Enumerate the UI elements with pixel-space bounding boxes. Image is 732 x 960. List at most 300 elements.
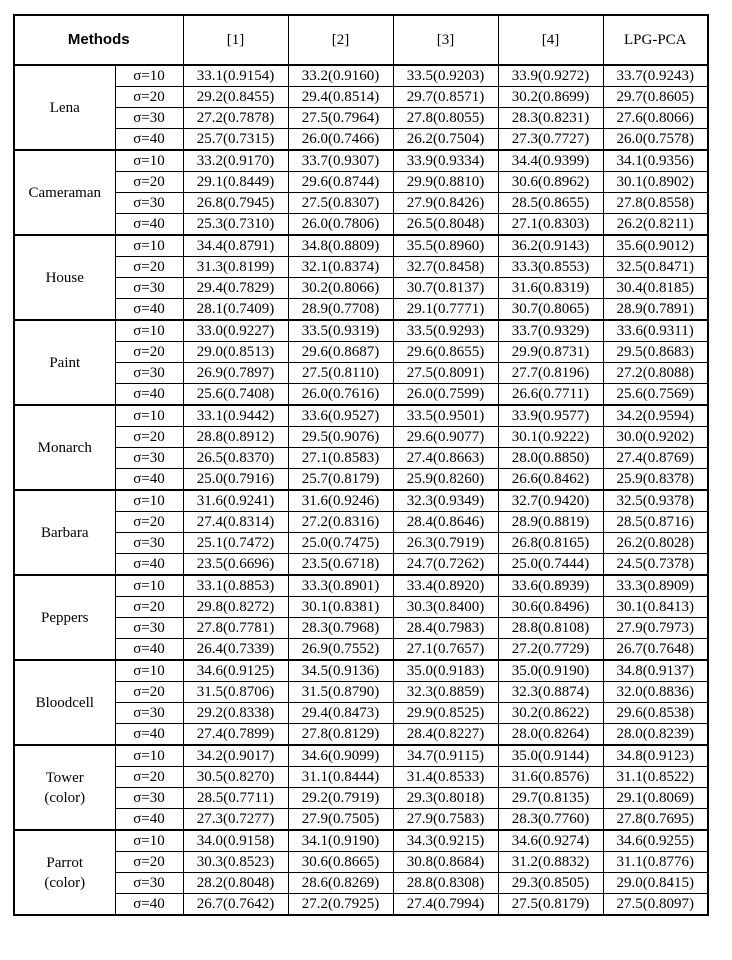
sigma-cell: σ=30: [115, 448, 183, 469]
value-cell: 25.6(0.7408): [183, 384, 288, 406]
sigma-cell: σ=20: [115, 512, 183, 533]
value-cell: 28.5(0.8655): [498, 193, 603, 214]
table-row: [14, 830, 708, 852]
value-cell: 29.2(0.7919): [288, 788, 393, 809]
column-header: [3]: [393, 15, 498, 65]
value-cell: 28.6(0.8269): [288, 873, 393, 894]
value-cell: 29.2(0.8338): [183, 703, 288, 724]
value-cell: 27.5(0.7964): [288, 108, 393, 129]
table-row: [14, 554, 708, 576]
value-cell: 25.0(0.7475): [288, 533, 393, 554]
value-cell: 29.9(0.8810): [393, 172, 498, 193]
value-cell: 33.7(0.9329): [498, 320, 603, 342]
table-row: [14, 639, 708, 661]
value-cell: 26.9(0.7897): [183, 363, 288, 384]
sigma-cell: σ=20: [115, 767, 183, 788]
value-cell: 33.5(0.9501): [393, 405, 498, 427]
value-cell: 27.4(0.7899): [183, 724, 288, 746]
value-cell: 35.5(0.8960): [393, 235, 498, 257]
value-cell: 27.2(0.7925): [288, 894, 393, 916]
value-cell: 28.9(0.7891): [603, 299, 708, 321]
value-cell: 29.4(0.8473): [288, 703, 393, 724]
table-row: [14, 533, 708, 554]
table-row: [14, 448, 708, 469]
value-cell: 29.2(0.8455): [183, 87, 288, 108]
value-cell: 27.4(0.8769): [603, 448, 708, 469]
sigma-cell: σ=20: [115, 257, 183, 278]
value-cell: 26.8(0.7945): [183, 193, 288, 214]
sigma-cell: σ=20: [115, 87, 183, 108]
table-body: [14, 65, 708, 915]
results-table-container: [13, 14, 709, 916]
table-row: [14, 257, 708, 278]
value-cell: 30.1(0.8902): [603, 172, 708, 193]
image-name-line: Cameraman: [28, 184, 101, 201]
table-row: [14, 809, 708, 831]
column-header: [1]: [183, 15, 288, 65]
table-row: [14, 873, 708, 894]
value-cell: 30.0(0.9202): [603, 427, 708, 448]
value-cell: 26.4(0.7339): [183, 639, 288, 661]
image-name-line: Lena: [49, 99, 80, 116]
value-cell: 26.2(0.8028): [603, 533, 708, 554]
sigma-cell: σ=30: [115, 193, 183, 214]
value-cell: 30.6(0.8962): [498, 172, 603, 193]
value-cell: 32.3(0.8859): [393, 682, 498, 703]
value-cell: 27.5(0.8091): [393, 363, 498, 384]
sigma-cell: σ=40: [115, 809, 183, 831]
header-row: [14, 15, 708, 65]
value-cell: 23.5(0.6696): [183, 554, 288, 576]
value-cell: 23.5(0.6718): [288, 554, 393, 576]
value-cell: 28.9(0.8819): [498, 512, 603, 533]
value-cell: 35.0(0.9183): [393, 660, 498, 682]
table-row: [14, 87, 708, 108]
value-cell: 34.2(0.9017): [183, 745, 288, 767]
value-cell: 27.5(0.8110): [288, 363, 393, 384]
value-cell: 27.1(0.7657): [393, 639, 498, 661]
sigma-cell: σ=30: [115, 703, 183, 724]
value-cell: 30.7(0.8065): [498, 299, 603, 321]
value-cell: 34.5(0.9136): [288, 660, 393, 682]
value-cell: 26.7(0.7642): [183, 894, 288, 916]
image-name-line: Bloodcell: [35, 694, 94, 711]
value-cell: 30.2(0.8066): [288, 278, 393, 299]
value-cell: 29.1(0.7771): [393, 299, 498, 321]
image-name-cell: [14, 235, 115, 320]
value-cell: 30.1(0.8413): [603, 597, 708, 618]
table-row: [14, 597, 708, 618]
value-cell: 30.2(0.8622): [498, 703, 603, 724]
table-row: [14, 108, 708, 129]
value-cell: 27.2(0.8088): [603, 363, 708, 384]
column-header: LPG-PCA: [603, 15, 708, 65]
value-cell: 31.1(0.8776): [603, 852, 708, 873]
value-cell: 25.9(0.8260): [393, 469, 498, 491]
value-cell: 31.1(0.8444): [288, 767, 393, 788]
value-cell: 28.8(0.8912): [183, 427, 288, 448]
image-name-line: (color): [44, 874, 86, 891]
value-cell: 27.8(0.8558): [603, 193, 708, 214]
value-cell: 26.2(0.7504): [393, 129, 498, 151]
value-cell: 29.0(0.8415): [603, 873, 708, 894]
value-cell: 34.6(0.9274): [498, 830, 603, 852]
value-cell: 34.6(0.9099): [288, 745, 393, 767]
table-row: [14, 660, 708, 682]
table-row: [14, 193, 708, 214]
value-cell: 28.4(0.8646): [393, 512, 498, 533]
sigma-cell: σ=40: [115, 724, 183, 746]
column-header: [2]: [288, 15, 393, 65]
value-cell: 24.5(0.7378): [603, 554, 708, 576]
table-row: [14, 278, 708, 299]
value-cell: 27.2(0.7878): [183, 108, 288, 129]
value-cell: 33.5(0.9319): [288, 320, 393, 342]
image-name-line: Tower: [45, 769, 84, 786]
value-cell: 32.7(0.8458): [393, 257, 498, 278]
value-cell: 30.3(0.8400): [393, 597, 498, 618]
image-name-cell: [14, 490, 115, 575]
table-row: [14, 299, 708, 321]
value-cell: 27.2(0.7729): [498, 639, 603, 661]
value-cell: 29.9(0.8731): [498, 342, 603, 363]
value-cell: 27.3(0.7277): [183, 809, 288, 831]
value-cell: 28.3(0.7760): [498, 809, 603, 831]
value-cell: 34.3(0.9215): [393, 830, 498, 852]
sigma-cell: σ=10: [115, 150, 183, 172]
value-cell: 25.7(0.7315): [183, 129, 288, 151]
value-cell: 28.8(0.8308): [393, 873, 498, 894]
value-cell: 31.3(0.8199): [183, 257, 288, 278]
table-row: [14, 235, 708, 257]
value-cell: 35.6(0.9012): [603, 235, 708, 257]
value-cell: 27.8(0.7781): [183, 618, 288, 639]
value-cell: 27.6(0.8066): [603, 108, 708, 129]
value-cell: 33.1(0.8853): [183, 575, 288, 597]
value-cell: 29.7(0.8605): [603, 87, 708, 108]
value-cell: 28.0(0.8239): [603, 724, 708, 746]
image-name-cell: [14, 745, 115, 830]
value-cell: 26.6(0.7711): [498, 384, 603, 406]
sigma-cell: σ=30: [115, 618, 183, 639]
sigma-cell: σ=40: [115, 129, 183, 151]
table-row: [14, 172, 708, 193]
table-row: [14, 745, 708, 767]
value-cell: 26.5(0.8370): [183, 448, 288, 469]
value-cell: 29.7(0.8135): [498, 788, 603, 809]
value-cell: 26.0(0.7578): [603, 129, 708, 151]
sigma-cell: σ=40: [115, 469, 183, 491]
value-cell: 34.1(0.9356): [603, 150, 708, 172]
value-cell: 28.3(0.8231): [498, 108, 603, 129]
sigma-cell: σ=40: [115, 894, 183, 916]
value-cell: 29.4(0.7829): [183, 278, 288, 299]
value-cell: 34.4(0.9399): [498, 150, 603, 172]
table-row: [14, 469, 708, 491]
value-cell: 29.5(0.8683): [603, 342, 708, 363]
value-cell: 34.8(0.8809): [288, 235, 393, 257]
image-name-line: House: [45, 269, 84, 286]
value-cell: 29.9(0.8525): [393, 703, 498, 724]
value-cell: 27.9(0.7973): [603, 618, 708, 639]
value-cell: 27.4(0.8663): [393, 448, 498, 469]
table-row: [14, 788, 708, 809]
value-cell: 34.8(0.9123): [603, 745, 708, 767]
table-row: [14, 490, 708, 512]
value-cell: 27.5(0.8097): [603, 894, 708, 916]
value-cell: 26.0(0.7616): [288, 384, 393, 406]
value-cell: 32.0(0.8836): [603, 682, 708, 703]
value-cell: 25.9(0.8378): [603, 469, 708, 491]
sigma-cell: σ=10: [115, 745, 183, 767]
image-name-line: Peppers: [41, 609, 89, 626]
image-name-cell: [14, 660, 115, 745]
image-name-cell: [14, 65, 115, 150]
value-cell: 31.6(0.9246): [288, 490, 393, 512]
table-row: [14, 384, 708, 406]
value-cell: 29.4(0.8514): [288, 87, 393, 108]
value-cell: 29.3(0.8505): [498, 873, 603, 894]
value-cell: 28.5(0.7711): [183, 788, 288, 809]
value-cell: 28.0(0.8264): [498, 724, 603, 746]
value-cell: 27.5(0.8307): [288, 193, 393, 214]
value-cell: 31.1(0.8522): [603, 767, 708, 788]
value-cell: 28.1(0.7409): [183, 299, 288, 321]
sigma-cell: σ=10: [115, 405, 183, 427]
value-cell: 34.0(0.9158): [183, 830, 288, 852]
table-row: [14, 342, 708, 363]
value-cell: 27.7(0.8196): [498, 363, 603, 384]
table-row: [14, 150, 708, 172]
value-cell: 29.8(0.8272): [183, 597, 288, 618]
value-cell: 30.3(0.8523): [183, 852, 288, 873]
value-cell: 26.0(0.7466): [288, 129, 393, 151]
table-row: [14, 427, 708, 448]
value-cell: 27.8(0.7695): [603, 809, 708, 831]
value-cell: 29.6(0.9077): [393, 427, 498, 448]
value-cell: 33.7(0.9243): [603, 65, 708, 87]
table-row: [14, 618, 708, 639]
value-cell: 34.6(0.9125): [183, 660, 288, 682]
value-cell: 26.9(0.7552): [288, 639, 393, 661]
value-cell: 33.1(0.9154): [183, 65, 288, 87]
table-row: [14, 405, 708, 427]
value-cell: 28.9(0.7708): [288, 299, 393, 321]
image-name-cell: [14, 405, 115, 490]
value-cell: 26.2(0.8211): [603, 214, 708, 236]
value-cell: 30.1(0.8381): [288, 597, 393, 618]
value-cell: 33.9(0.9272): [498, 65, 603, 87]
value-cell: 35.0(0.9144): [498, 745, 603, 767]
table-row: [14, 767, 708, 788]
value-cell: 27.4(0.7994): [393, 894, 498, 916]
sigma-cell: σ=30: [115, 108, 183, 129]
value-cell: 25.7(0.8179): [288, 469, 393, 491]
value-cell: 36.2(0.9143): [498, 235, 603, 257]
value-cell: 28.4(0.7983): [393, 618, 498, 639]
value-cell: 28.2(0.8048): [183, 873, 288, 894]
value-cell: 32.3(0.9349): [393, 490, 498, 512]
value-cell: 29.0(0.8513): [183, 342, 288, 363]
sigma-cell: σ=10: [115, 830, 183, 852]
image-name-line: (color): [44, 789, 86, 806]
value-cell: 29.6(0.8744): [288, 172, 393, 193]
sigma-cell: σ=20: [115, 172, 183, 193]
value-cell: 26.0(0.7599): [393, 384, 498, 406]
sigma-cell: σ=10: [115, 490, 183, 512]
sigma-cell: σ=30: [115, 278, 183, 299]
value-cell: 33.3(0.8553): [498, 257, 603, 278]
value-cell: 33.1(0.9442): [183, 405, 288, 427]
table-row: [14, 894, 708, 916]
value-cell: 34.8(0.9137): [603, 660, 708, 682]
value-cell: 32.3(0.8874): [498, 682, 603, 703]
value-cell: 30.1(0.9222): [498, 427, 603, 448]
table-row: [14, 363, 708, 384]
value-cell: 24.7(0.7262): [393, 554, 498, 576]
value-cell: 33.5(0.9203): [393, 65, 498, 87]
value-cell: 31.5(0.8706): [183, 682, 288, 703]
image-name-line: Paint: [49, 354, 81, 371]
value-cell: 31.6(0.8576): [498, 767, 603, 788]
sigma-cell: σ=20: [115, 597, 183, 618]
table-row: [14, 129, 708, 151]
value-cell: 27.2(0.8316): [288, 512, 393, 533]
value-cell: 32.5(0.8471): [603, 257, 708, 278]
value-cell: 33.4(0.8920): [393, 575, 498, 597]
value-cell: 28.4(0.8227): [393, 724, 498, 746]
value-cell: 30.2(0.8699): [498, 87, 603, 108]
image-name-cell: [14, 575, 115, 660]
value-cell: 35.0(0.9190): [498, 660, 603, 682]
value-cell: 33.6(0.8939): [498, 575, 603, 597]
sigma-cell: σ=10: [115, 660, 183, 682]
table-row: [14, 703, 708, 724]
sigma-cell: σ=30: [115, 533, 183, 554]
sigma-cell: σ=30: [115, 363, 183, 384]
value-cell: 27.8(0.8129): [288, 724, 393, 746]
value-cell: 28.5(0.8716): [603, 512, 708, 533]
value-cell: 29.1(0.8449): [183, 172, 288, 193]
value-cell: 30.5(0.8270): [183, 767, 288, 788]
value-cell: 31.4(0.8533): [393, 767, 498, 788]
table-row: [14, 65, 708, 87]
table-row: [14, 852, 708, 873]
value-cell: 29.3(0.8018): [393, 788, 498, 809]
value-cell: 27.1(0.8303): [498, 214, 603, 236]
sigma-cell: σ=20: [115, 427, 183, 448]
value-cell: 32.1(0.8374): [288, 257, 393, 278]
table-row: [14, 724, 708, 746]
value-cell: 26.0(0.7806): [288, 214, 393, 236]
value-cell: 31.5(0.8790): [288, 682, 393, 703]
value-cell: 34.4(0.8791): [183, 235, 288, 257]
image-name-cell: [14, 320, 115, 405]
column-header: [4]: [498, 15, 603, 65]
value-cell: 34.1(0.9190): [288, 830, 393, 852]
methods-header: Methods: [14, 15, 183, 65]
results-table: [13, 14, 709, 916]
value-cell: 33.9(0.9334): [393, 150, 498, 172]
value-cell: 28.8(0.8108): [498, 618, 603, 639]
sigma-cell: σ=20: [115, 682, 183, 703]
value-cell: 25.0(0.7444): [498, 554, 603, 576]
sigma-cell: σ=30: [115, 788, 183, 809]
value-cell: 27.5(0.8179): [498, 894, 603, 916]
value-cell: 27.9(0.8426): [393, 193, 498, 214]
value-cell: 27.4(0.8314): [183, 512, 288, 533]
value-cell: 28.0(0.8850): [498, 448, 603, 469]
value-cell: 33.9(0.9577): [498, 405, 603, 427]
value-cell: 25.6(0.7569): [603, 384, 708, 406]
value-cell: 33.5(0.9293): [393, 320, 498, 342]
sigma-cell: σ=30: [115, 873, 183, 894]
value-cell: 26.7(0.7648): [603, 639, 708, 661]
value-cell: 25.0(0.7916): [183, 469, 288, 491]
value-cell: 32.5(0.9378): [603, 490, 708, 512]
value-cell: 29.7(0.8571): [393, 87, 498, 108]
value-cell: 29.6(0.8538): [603, 703, 708, 724]
table-row: [14, 320, 708, 342]
value-cell: 26.6(0.8462): [498, 469, 603, 491]
sigma-cell: σ=10: [115, 235, 183, 257]
value-cell: 29.5(0.9076): [288, 427, 393, 448]
sigma-cell: σ=40: [115, 554, 183, 576]
image-name-line: Parrot: [46, 854, 84, 871]
image-name-cell: [14, 150, 115, 235]
value-cell: 26.3(0.7919): [393, 533, 498, 554]
sigma-cell: σ=40: [115, 384, 183, 406]
value-cell: 30.6(0.8496): [498, 597, 603, 618]
value-cell: 28.3(0.7968): [288, 618, 393, 639]
value-cell: 33.3(0.8901): [288, 575, 393, 597]
table-row: [14, 575, 708, 597]
value-cell: 33.2(0.9160): [288, 65, 393, 87]
sigma-cell: σ=10: [115, 575, 183, 597]
value-cell: 33.7(0.9307): [288, 150, 393, 172]
value-cell: 33.2(0.9170): [183, 150, 288, 172]
value-cell: 31.6(0.9241): [183, 490, 288, 512]
table-row: [14, 682, 708, 703]
image-name-line: Barbara: [41, 524, 89, 541]
sigma-cell: σ=40: [115, 299, 183, 321]
table-row: [14, 512, 708, 533]
value-cell: 27.9(0.7583): [393, 809, 498, 831]
value-cell: 30.4(0.8185): [603, 278, 708, 299]
value-cell: 34.6(0.9255): [603, 830, 708, 852]
value-cell: 29.6(0.8655): [393, 342, 498, 363]
value-cell: 27.3(0.7727): [498, 129, 603, 151]
value-cell: 25.1(0.7472): [183, 533, 288, 554]
value-cell: 27.9(0.7505): [288, 809, 393, 831]
value-cell: 32.7(0.9420): [498, 490, 603, 512]
value-cell: 30.8(0.8684): [393, 852, 498, 873]
value-cell: 34.7(0.9115): [393, 745, 498, 767]
table-row: [14, 214, 708, 236]
image-name-cell: [14, 830, 115, 915]
sigma-cell: σ=40: [115, 639, 183, 661]
value-cell: 27.8(0.8055): [393, 108, 498, 129]
value-cell: 33.3(0.8909): [603, 575, 708, 597]
value-cell: 33.6(0.9527): [288, 405, 393, 427]
image-name-line: Monarch: [37, 439, 92, 456]
value-cell: 33.0(0.9227): [183, 320, 288, 342]
value-cell: 31.6(0.8319): [498, 278, 603, 299]
value-cell: 29.6(0.8687): [288, 342, 393, 363]
value-cell: 27.1(0.8583): [288, 448, 393, 469]
value-cell: 26.8(0.8165): [498, 533, 603, 554]
value-cell: 25.3(0.7310): [183, 214, 288, 236]
